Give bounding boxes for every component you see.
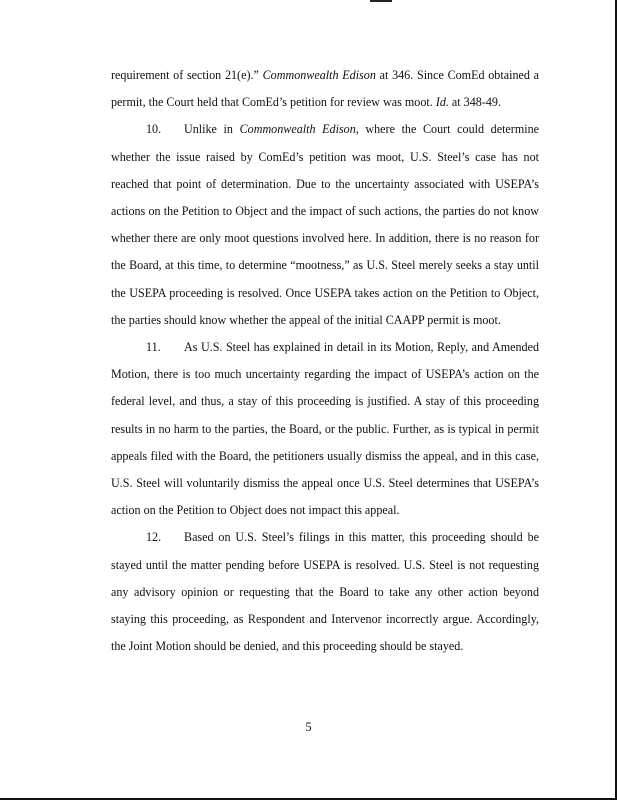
scan-artifact-mark (370, 0, 392, 2)
case-citation: Commonwealth Edison (262, 68, 376, 82)
continuation-text-2: at 346. Since ComEd obtained a permit, the Court held that ComEd’s petition for review was moot. (111, 68, 540, 110)
paragraph-number: 12. (146, 530, 162, 545)
paragraph-11-text: As U.S. Steel has explained in detail in its Motion, Reply, and Amended Motion, there is too much uncertainty regarding the impact of USEPA’s action on the federal level, and thus, a stay of this proceeding is justified. A stay of this proceeding results in no harm to the parties, the Board, or the public. Further, as is typical in permit appeals filed with the Board, the petitioners usually dismiss the appeal, and in this case, U.S. Steel will voluntarily dismiss the appeal once U.S. Steel determines that USEPA’s action on the Petition to Object does not impact this appeal. (111, 340, 539, 518)
paragraph-10 (111, 116, 539, 334)
continuation-text-1: requirement of section 21(e).” (111, 68, 263, 82)
paragraph-10-text-2: , where the Court could determine whether the issue raised by ComEd’s petition was moot, U.S. Steel’s case has not reached that point of determination. Due to the uncertainty associated with USEPA’s actions on the Petition to Object and the impact of such actions, the parties do not know whether there are only moot questions involved here. In addition, there is no reason for the Board, at this time, to determine “mootness,” as U.S. Steel merely seeks a stay until the USEPA proceeding is resolved. Once USEPA takes action on the Petition to Object, the parties should know whether the appeal of the initial CAAPP permit is moot. (111, 122, 540, 327)
paragraph-10-text-1: Unlike in (184, 122, 240, 137)
case-citation: Commonwealth Edison (239, 122, 356, 137)
paragraph-continuation (111, 62, 539, 116)
paragraph-12-text: Based on U.S. Steel’s filings in this matter, this proceeding should be stayed until the matter pending before USEPA is resolved. U.S. Steel is not requesting any advisory opinion or requesting that the Board to take any other action beyond staying this proceeding, as Respondent and Intervenor incorrectly argue. Accordingly, the Joint Motion should be denied, and this proceeding should be stayed. (111, 530, 539, 654)
paragraph-number: 11. (146, 340, 161, 355)
paragraph-12 (111, 524, 539, 660)
paragraph-11 (111, 334, 539, 524)
paragraph-number: 10. (146, 122, 162, 137)
document-body (111, 62, 539, 660)
continuation-text-3: at 348-49. (448, 95, 501, 110)
id-citation: Id. (435, 95, 449, 110)
page-number: 5 (305, 720, 312, 734)
